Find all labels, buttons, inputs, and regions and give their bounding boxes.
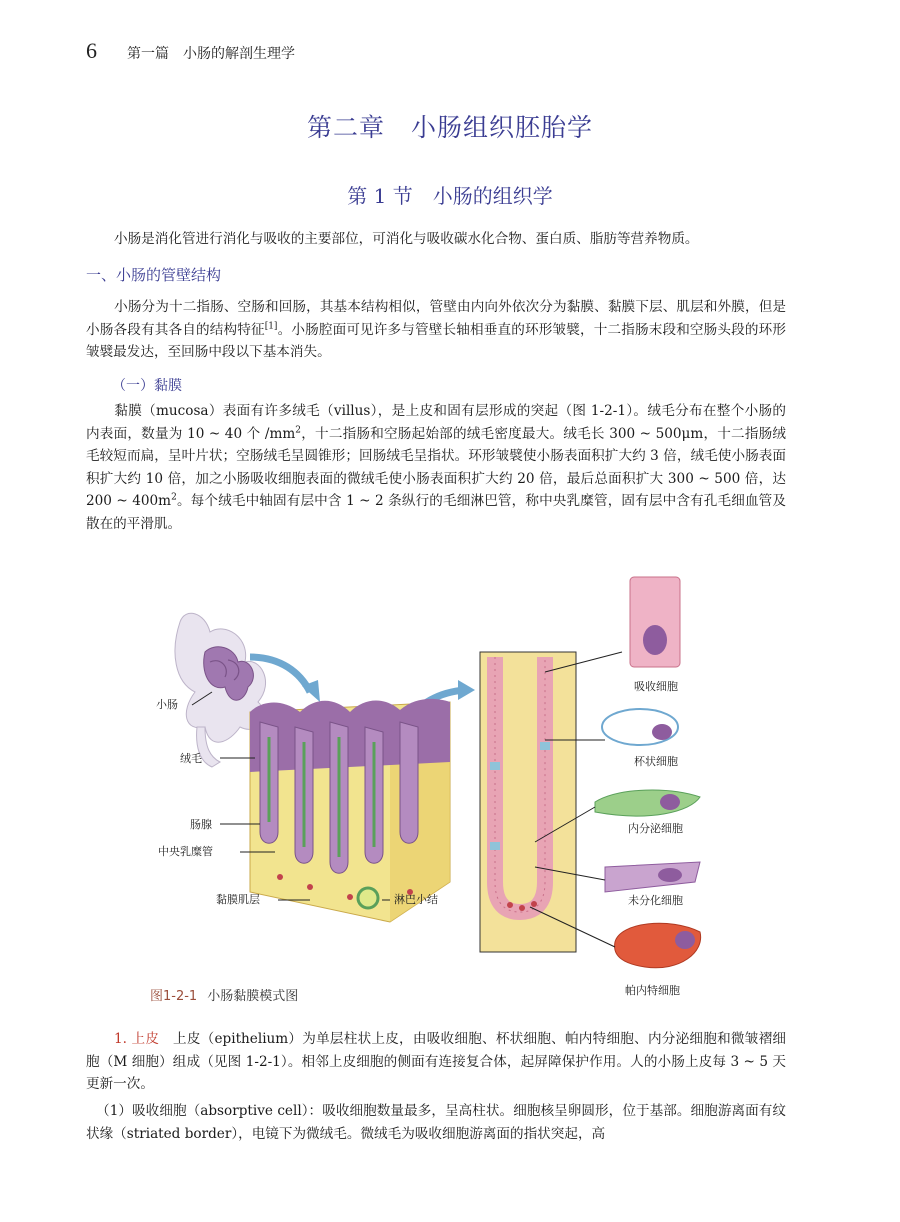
running-title: 第一篇 小肠的解剖生理学 <box>127 46 295 62</box>
label-endocrine-cell: 内分泌细胞 <box>628 822 683 835</box>
figure-caption-text: 小肠黏膜模式图 <box>207 989 299 1004</box>
heading-mucosa: （一）黏膜 <box>112 378 182 394</box>
paragraph-mucosa: 黏膜（mucosa）表面有许多绒毛（villus），是上皮和固有层形成的突起（图 1-2-1）。绒毛分布在整个小肠的内表面，数量为 10 ~ 40 个 $/mm^2$，十二指肠和空肠起始部的绒毛密度最大。绒毛长 300 ~ 500μm，十二指肠绒毛较短而扁，呈叶片状；空肠绒毛呈圆锥形；回肠绒毛呈指状。环形皱襞使小肠表面积扩大约 3 倍，绒毛使小肠表面积扩大约 10 倍，加之小肠吸收细胞表面的微绒毛使小肠表面积扩大约 20 倍，最后总面积扩大 300 ~ 500 倍，达 200 ~ $400m^2$。每个绒毛中轴固有层中含 1 ~ 2 条纵行的毛细淋巴管，称中央乳糜管，固有层中含有孔毛细血管及散在的平滑肌。 <box>86 403 787 532</box>
mucosa-figure <box>150 562 740 1007</box>
label-undifferentiated-cell: 未分化细胞 <box>628 894 683 907</box>
label-small-intestine: 小肠 <box>156 698 178 711</box>
figure-number: 图1-2-1 <box>150 989 198 1004</box>
label-paneth-cell: 帕内特细胞 <box>625 984 680 997</box>
label-lymph-nodule: 淋巴小结 <box>394 893 438 906</box>
paragraph-epithelium: 1. 上皮 上皮（epithelium）为单层柱状上皮，由吸收细胞、杯状细胞、帕内特细胞、内分泌细胞和微皱褶细胞（M 细胞）组成（见图 1-2-1）。相邻上皮细胞的侧面有连接复合体，起屏障保护作用。人的小肠上皮每 3 ~ 5 天更新一次。 <box>86 1031 786 1092</box>
label-muscularis-mucosae: 黏膜肌层 <box>216 893 260 906</box>
heading-wall-structure: 一、小肠的管壁结构 <box>86 266 222 284</box>
label-goblet-cell: 杯状细胞 <box>634 755 678 768</box>
label-absorptive-cell: 吸收细胞 <box>634 680 678 693</box>
running-header <box>86 38 295 68</box>
subheading-epithelium: 1. 上皮 <box>114 1031 160 1047</box>
villi-block-illustration <box>250 699 450 922</box>
paragraph-absorptive-cell: （1）吸收细胞（absorptive cell）：吸收细胞数量最多，呈高柱状。细胞核呈卵圆形，位于基部。细胞游离面有纹状缘（striated border），电镜下为微绒毛。微绒毛为吸收细胞游离面的指状突起，高 <box>86 1103 786 1142</box>
paragraph-wall-structure: 小肠分为十二指肠、空肠和回肠，其基本结构相似，管壁由内向外依次分为黏膜、黏膜下层、肌层和外膜，但是小肠各段有其各自的结构特征[1]。小肠腔面可见许多与管壁长轴相垂直的环形皱襞，十二指肠末段和空肠头段的环形皱襞最发达，至回肠中段以下基本消失。 <box>86 299 786 360</box>
label-central-lacteal: 中央乳糜管 <box>158 845 213 858</box>
section-title: 第 1 节 小肠的组织学 <box>347 184 553 208</box>
label-intestinal-gland: 肠腺 <box>190 818 212 831</box>
chapter-title: 第二章 小肠组织胚胎学 <box>306 113 593 142</box>
figure-caption <box>150 985 298 1004</box>
reference-marker: [1] <box>264 320 278 331</box>
label-villus: 绒毛 <box>180 752 202 765</box>
intro-paragraph: 小肠是消化管进行消化与吸收的主要部位，可消化与吸收碳水化合物、蛋白质、脂肪等营养物质。 <box>114 231 699 247</box>
page-number: 6 <box>86 38 97 63</box>
lymph-nodule-illustration <box>358 888 378 908</box>
crypt-panel-illustration <box>480 652 576 952</box>
